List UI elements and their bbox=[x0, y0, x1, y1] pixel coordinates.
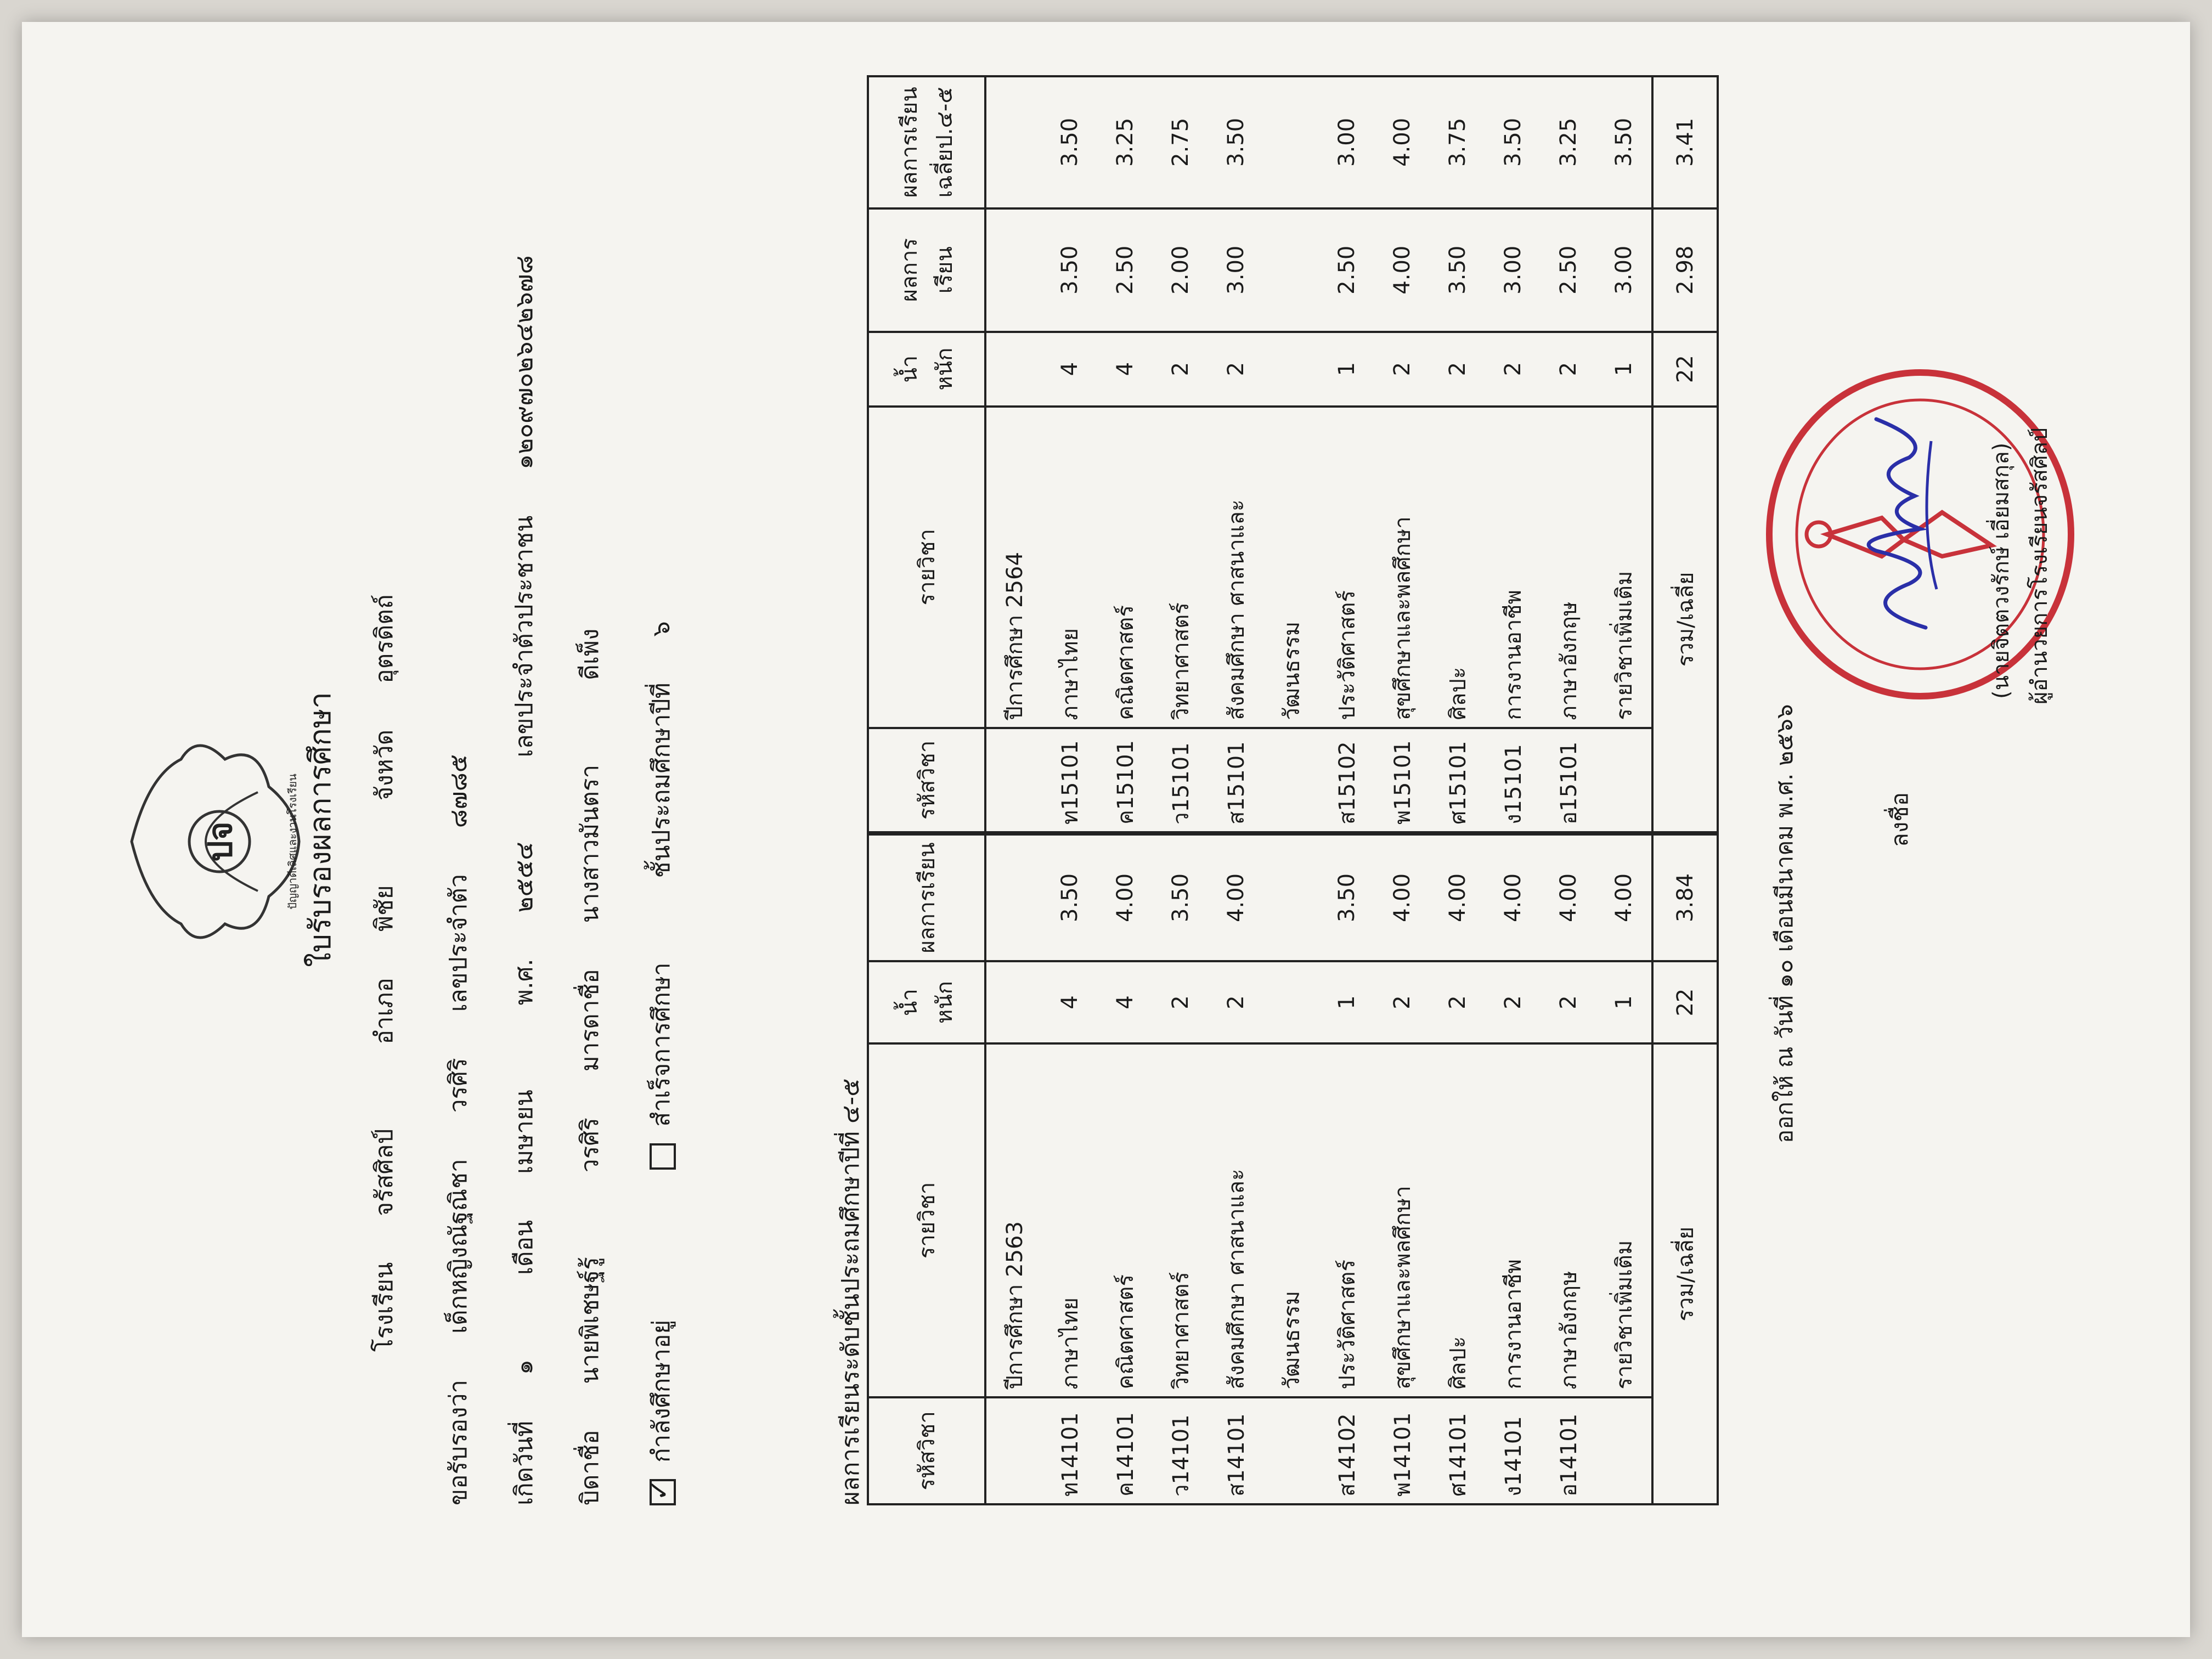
subject-cell: วิทยาศาสตร์ bbox=[1153, 1043, 1208, 1397]
grade-cell: 3.50 bbox=[1153, 834, 1208, 961]
table-row bbox=[1596, 76, 1652, 832]
table-row bbox=[1042, 76, 1097, 832]
studying-checkbox-icon bbox=[650, 1479, 676, 1505]
credit-cell: 2 bbox=[1208, 961, 1263, 1043]
mother-name: มารดาชื่อ นางสาวมันตรา bbox=[576, 764, 604, 1072]
table-row bbox=[1374, 834, 1430, 1504]
code-cell: ว15101 bbox=[1153, 728, 1208, 832]
grades-table-2564 bbox=[867, 75, 1719, 833]
table-row bbox=[1153, 76, 1208, 832]
code-cell bbox=[1596, 1397, 1652, 1504]
total-credit: 22 bbox=[1652, 332, 1718, 407]
total-grade: 2.98 bbox=[1652, 208, 1718, 332]
header-subject: รายวิชา bbox=[868, 407, 985, 728]
province-label: จังหวัด อุตรดิตถ์ bbox=[370, 594, 398, 801]
credit-cell: 2 bbox=[1153, 332, 1208, 407]
table-row bbox=[1319, 834, 1374, 1504]
code-cell: พ14101 bbox=[1374, 1397, 1430, 1504]
district-label: อำเภอ พิชัย bbox=[370, 885, 398, 1045]
table-row bbox=[1430, 834, 1485, 1504]
table-row bbox=[1319, 76, 1374, 832]
student-line bbox=[439, 678, 477, 1505]
subject-cell: รายวิชาเพิ่มเติม bbox=[1596, 1043, 1652, 1397]
credit-cell: 1 bbox=[1596, 332, 1652, 407]
subject-cell: วัฒนธรรม bbox=[1263, 407, 1319, 728]
header-grade: ผลการเรียน bbox=[868, 834, 985, 961]
table-row bbox=[1208, 834, 1263, 1504]
code-cell: ส14101 bbox=[1208, 1397, 1263, 1504]
parent-line bbox=[571, 590, 609, 1505]
table-row bbox=[1042, 834, 1097, 1504]
code-cell: ท14101 bbox=[1042, 1397, 1097, 1504]
code-cell: พ15101 bbox=[1374, 728, 1430, 832]
credit-cell: 4 bbox=[1042, 332, 1097, 407]
school-line bbox=[365, 517, 403, 1352]
header-credit: น้ำหนัก bbox=[868, 332, 985, 407]
code-cell: อ14101 bbox=[1541, 1397, 1596, 1504]
signer-title: ผู้อำนวยการโรงเรียนจรัสศิลป์ bbox=[2027, 427, 2052, 704]
father-surname: วรศิริ bbox=[576, 1118, 604, 1173]
average-cell: 3.50 bbox=[1208, 76, 1263, 208]
subject-cell: ภาษาอังกฤษ bbox=[1541, 1043, 1596, 1397]
empty-cell bbox=[1263, 332, 1319, 407]
status-line bbox=[642, 544, 680, 1505]
certify-label: ขอรับรองว่า bbox=[444, 1379, 472, 1505]
total-label: รวม/เฉลี่ย bbox=[1652, 407, 1718, 832]
certificate-document bbox=[22, 22, 2190, 1637]
header-average: ผลการเรียน เฉลี่ยป.๔-๕ bbox=[868, 76, 985, 208]
grade-cell: 4.00 bbox=[1374, 834, 1430, 961]
table-row bbox=[1541, 76, 1596, 832]
empty-cell bbox=[985, 332, 1042, 407]
average-cell: 3.50 bbox=[1485, 76, 1541, 208]
subject-cell: ประวัติศาสตร์ bbox=[1319, 407, 1374, 728]
header-subject: รายวิชา bbox=[868, 1043, 985, 1397]
credit-cell: 2 bbox=[1374, 961, 1430, 1043]
subject-cell: รายวิชาเพิ่มเติม bbox=[1596, 407, 1652, 728]
student-surname: วรศิริ bbox=[444, 1058, 472, 1113]
subject-cell: ศิลปะ bbox=[1430, 1043, 1485, 1397]
grade-cell: 4.00 bbox=[1208, 834, 1263, 961]
code-cell: ส15102 bbox=[1319, 728, 1374, 832]
school-emblem-icon bbox=[115, 726, 313, 957]
code-cell: ส14102 bbox=[1319, 1397, 1374, 1504]
empty-cell bbox=[1263, 76, 1319, 208]
subject-cell: วิทยาศาสตร์ bbox=[1153, 407, 1208, 728]
empty-cell bbox=[985, 834, 1042, 961]
issued-date: ออกให้ ณ วันที่ ๑๐ เดือนมีนาคม พ.ศ. ๒๕๖๖ bbox=[1771, 704, 1798, 1143]
empty-cell bbox=[985, 208, 1042, 332]
table-row bbox=[1430, 76, 1485, 832]
credit-cell: 2 bbox=[1485, 961, 1541, 1043]
subject-cell: ภาษาไทย bbox=[1042, 1043, 1097, 1397]
table-row bbox=[1485, 76, 1541, 832]
code-cell bbox=[985, 728, 1042, 832]
grade-cell: 3.50 bbox=[1042, 834, 1097, 961]
table-row bbox=[1097, 76, 1153, 832]
total-row bbox=[1652, 834, 1718, 1504]
total-grade: 3.84 bbox=[1652, 834, 1718, 961]
average-cell: 3.25 bbox=[1097, 76, 1153, 208]
empty-cell bbox=[985, 76, 1042, 208]
father-name: บิดาชื่อ นายพิเชษฐ์รู้ bbox=[576, 1257, 604, 1505]
mother-surname: ดีเพ็ง bbox=[576, 628, 604, 680]
grade-cell: 2.50 bbox=[1541, 208, 1596, 332]
subject-cell: สุขศึกษาและพลศึกษา bbox=[1374, 1043, 1430, 1397]
table-row bbox=[1153, 834, 1208, 1504]
student-id: เลขประจำตัว ๘๗๘๕ bbox=[444, 754, 472, 1012]
table-row bbox=[1208, 76, 1263, 832]
birth-month: เดือน เมษายน bbox=[510, 1090, 538, 1276]
grade-level: ชั้นประถมศึกษาปีที่ ๖ bbox=[647, 621, 675, 878]
code-cell: ค15101 bbox=[1097, 728, 1153, 832]
subject-cell: สังคมศึกษา ศาสนาและ bbox=[1208, 1043, 1263, 1397]
code-cell bbox=[985, 1397, 1042, 1504]
signer-name: (นายจิตตวงรักษ์ เอี่ยมสกุล) bbox=[1989, 442, 2014, 699]
grade-cell: 4.00 bbox=[1374, 208, 1430, 332]
table-row-continuation bbox=[1263, 834, 1319, 1504]
average-cell: 3.50 bbox=[1042, 76, 1097, 208]
table-row bbox=[1374, 76, 1430, 832]
grade-cell: 3.00 bbox=[1208, 208, 1263, 332]
citizen-id: เลขประจำตัวประชาชน ๑๒๐๙๗๐๒๖๔๒๖๗๘ bbox=[510, 255, 538, 758]
signature-icon bbox=[1843, 408, 1953, 639]
code-cell: ง15101 bbox=[1485, 728, 1541, 832]
subject-cell: คณิตศาสตร์ bbox=[1097, 407, 1153, 728]
credit-cell: 2 bbox=[1374, 332, 1430, 407]
code-cell: ง14101 bbox=[1485, 1397, 1541, 1504]
credit-cell: 4 bbox=[1042, 961, 1097, 1043]
credit-cell: 2 bbox=[1485, 332, 1541, 407]
empty-cell bbox=[1263, 961, 1319, 1043]
code-cell: อ15101 bbox=[1541, 728, 1596, 832]
grade-cell: 3.50 bbox=[1430, 208, 1485, 332]
grade-cell: 2.00 bbox=[1153, 208, 1208, 332]
subject-cell: วัฒนธรรม bbox=[1263, 1043, 1319, 1397]
average-cell: 2.75 bbox=[1153, 76, 1208, 208]
credit-cell: 4 bbox=[1097, 961, 1153, 1043]
grade-cell: 4.00 bbox=[1541, 834, 1596, 961]
subject-cell: การงานอาชีพ bbox=[1485, 407, 1541, 728]
total-row bbox=[1652, 76, 1718, 832]
grade-cell: 3.00 bbox=[1485, 208, 1541, 332]
average-cell: 3.50 bbox=[1596, 76, 1652, 208]
credit-cell: 2 bbox=[1430, 332, 1485, 407]
grade-cell: 2.50 bbox=[1097, 208, 1153, 332]
table-header-row bbox=[868, 76, 985, 832]
birth-line bbox=[505, 179, 543, 1505]
subject-cell: ศิลปะ bbox=[1430, 407, 1485, 728]
graduated-checkbox-icon bbox=[650, 1143, 676, 1170]
code-cell: ค14101 bbox=[1097, 1397, 1153, 1504]
birth-day: เกิดวันที่ ๑ bbox=[510, 1359, 538, 1505]
status-studying: ✓กำลังศึกษาอยู่ bbox=[647, 1282, 675, 1505]
code-cell: ศ15101 bbox=[1430, 728, 1485, 832]
table-header-row bbox=[868, 834, 985, 1504]
year-row bbox=[985, 76, 1042, 832]
subject-cell: ภาษาไทย bbox=[1042, 407, 1097, 728]
credit-cell: 4 bbox=[1097, 332, 1153, 407]
subject-cell: สังคมศึกษา ศาสนาและ bbox=[1208, 407, 1263, 728]
total-average: 3.41 bbox=[1652, 76, 1718, 208]
average-cell: 3.00 bbox=[1319, 76, 1374, 208]
student-name: เด็กหญิงณัฐณิชา bbox=[444, 1159, 472, 1334]
table-row bbox=[1596, 834, 1652, 1504]
subject-cell: ประวัติศาสตร์ bbox=[1319, 1043, 1374, 1397]
code-cell: ส15101 bbox=[1208, 728, 1263, 832]
code-cell: ศ14101 bbox=[1430, 1397, 1485, 1504]
average-cell: 4.00 bbox=[1374, 76, 1430, 208]
table-row bbox=[1485, 834, 1541, 1504]
header-grade: ผลการเรียน bbox=[868, 208, 985, 332]
status-graduated: สำเร็จการศึกษา bbox=[647, 924, 675, 1169]
credit-cell: 2 bbox=[1541, 332, 1596, 407]
school-label: โรงเรียน จรัสศิลป์ bbox=[370, 1128, 398, 1352]
credit-cell: 2 bbox=[1430, 961, 1485, 1043]
credit-cell: 2 bbox=[1541, 961, 1596, 1043]
grades-table-2563 bbox=[867, 833, 1719, 1505]
emblem-motto: ปัญญาดีเลิศและงานโรงเรียน bbox=[286, 774, 299, 910]
grade-cell: 4.00 bbox=[1485, 834, 1541, 961]
grade-cell: 2.50 bbox=[1319, 208, 1374, 332]
grade-cell: 3.50 bbox=[1319, 834, 1374, 961]
subject-cell: ภาษาอังกฤษ bbox=[1541, 407, 1596, 728]
document-title: ใบรับรองผลการศึกษา bbox=[303, 692, 337, 967]
grade-cell: 3.00 bbox=[1596, 208, 1652, 332]
header-credit: น้ำหนัก bbox=[868, 961, 985, 1043]
year-cell: ปีการศึกษา 2563 bbox=[985, 1043, 1042, 1397]
table-row-continuation bbox=[1263, 76, 1319, 832]
credit-cell: 1 bbox=[1319, 961, 1374, 1043]
section-title: ผลการเรียนระดับชั้นประถมศึกษาปีที่ ๔-๕ bbox=[837, 1078, 865, 1505]
code-cell bbox=[1263, 1397, 1319, 1504]
total-label: รวม/เฉลี่ย bbox=[1652, 1043, 1718, 1504]
subject-cell: การงานอาชีพ bbox=[1485, 1043, 1541, 1397]
grade-cell: 4.00 bbox=[1430, 834, 1485, 961]
total-credit: 22 bbox=[1652, 961, 1718, 1043]
credit-cell: 1 bbox=[1319, 332, 1374, 407]
code-cell: ท15101 bbox=[1042, 728, 1097, 832]
year-cell: ปีการศึกษา 2564 bbox=[985, 407, 1042, 728]
empty-cell bbox=[1263, 208, 1319, 332]
grade-cell: 3.50 bbox=[1042, 208, 1097, 332]
header-code: รหัสวิชา bbox=[868, 728, 985, 832]
credit-cell: 2 bbox=[1153, 961, 1208, 1043]
grade-cell: 4.00 bbox=[1097, 834, 1153, 961]
average-cell: 3.25 bbox=[1541, 76, 1596, 208]
code-cell bbox=[1263, 728, 1319, 832]
subject-cell: คณิตศาสตร์ bbox=[1097, 1043, 1153, 1397]
year-row bbox=[985, 834, 1042, 1504]
table-row bbox=[1541, 834, 1596, 1504]
average-cell: 3.75 bbox=[1430, 76, 1485, 208]
grade-cell: 4.00 bbox=[1596, 834, 1652, 961]
credit-cell: 1 bbox=[1596, 961, 1652, 1043]
code-cell: ว14101 bbox=[1153, 1397, 1208, 1504]
birth-year: พ.ศ. ๒๕๕๔ bbox=[510, 842, 538, 1006]
emblem-letters: ปจ bbox=[201, 821, 240, 862]
empty-cell bbox=[985, 961, 1042, 1043]
credit-cell: 2 bbox=[1208, 332, 1263, 407]
sign-label: ลงชื่อ bbox=[1886, 792, 1913, 847]
subject-cell: สุขศึกษาและพลศึกษา bbox=[1374, 407, 1430, 728]
empty-cell bbox=[1263, 834, 1319, 961]
certificate-paper bbox=[22, 22, 2190, 1637]
table-row bbox=[1097, 834, 1153, 1504]
header-code: รหัสวิชา bbox=[868, 1397, 985, 1504]
code-cell bbox=[1596, 728, 1652, 832]
